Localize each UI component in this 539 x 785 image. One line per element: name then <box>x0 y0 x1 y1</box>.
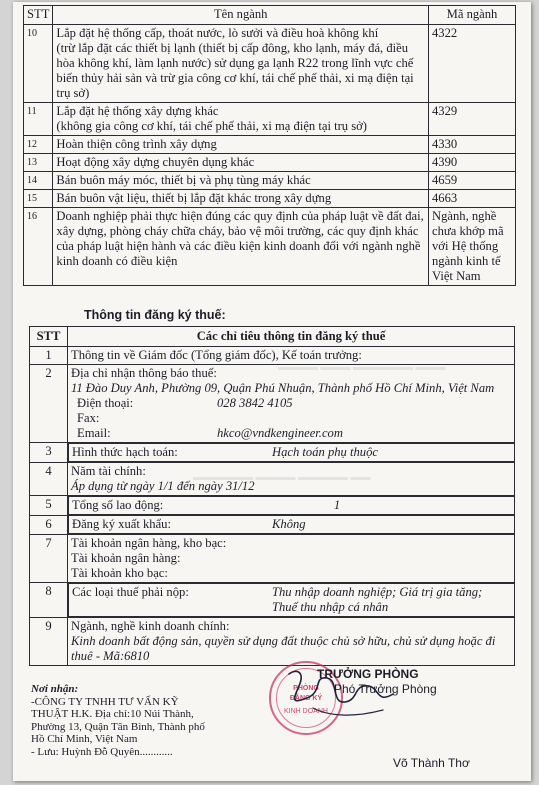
document-page <box>13 2 531 781</box>
table-row <box>30 496 515 516</box>
table-row <box>30 365 515 443</box>
industry-code: 4659 <box>429 172 516 190</box>
export-registration-label: Đăng ký xuất khẩu: <box>72 517 171 531</box>
main-business-value: Kinh doanh bất động sản, quyền sử dụng đất thuộc chủ sở hữu, chủ sử dụng hoặc đi thuê - Mã:6810 <box>71 634 496 663</box>
recipients-block <box>31 683 205 758</box>
row-number: 14 <box>24 172 53 190</box>
tax-types-value <box>272 585 482 615</box>
industry-name: Bán buôn vật liệu, thiết bị lắp đặt khác trong xây dựng <box>53 190 429 208</box>
director-info-label: Thông tin về Giám đốc (Tổng giám đốc), Kế toán trưởng: <box>68 347 515 365</box>
export-registration-value: Không <box>272 517 306 531</box>
fax-label: Fax: <box>77 411 100 425</box>
row-number: 15 <box>24 190 53 208</box>
row-number: 8 <box>30 583 68 618</box>
header-industry-name: Tên ngành <box>53 6 429 25</box>
row-number: 16 <box>24 208 53 286</box>
table-row <box>24 154 516 172</box>
signer-name: Võ Thành Thơ <box>393 756 470 770</box>
row-number: 10 <box>24 25 53 103</box>
industry-name: Doanh nghiệp phải thực hiện đúng các quy định của pháp luật về đất đai, xây dựng, phòng cháy chữa cháy, bảo vệ môi trường, các quy định khác của pháp luật hiện hành và các điều kiện kinh doanh đối với ngành nghề kinh doanh có điều kiện <box>53 208 429 286</box>
industry-name: Hoàn thiện công trình xây dựng <box>53 136 429 154</box>
industry-name <box>53 103 429 136</box>
table-row <box>24 172 516 190</box>
phone-value: 028 3842 4105 <box>217 396 293 410</box>
industry-code: 4390 <box>429 154 516 172</box>
tax-address-cell <box>68 365 515 443</box>
bank-account-label: Tài khoản ngân hàng: <box>71 551 181 565</box>
recipients-line: Hồ Chí Minh, Việt Nam <box>31 733 138 745</box>
industry-table-header <box>24 6 516 25</box>
row-number: 4 <box>30 463 68 496</box>
accounting-form-value: Hạch toán phụ thuộc <box>272 445 378 459</box>
phone-label: Điện thoại: <box>77 396 134 410</box>
stamp-line-1: PHÒNG <box>293 685 319 692</box>
stamp-line-2: ĐĂNG KÝ <box>289 695 323 702</box>
table-row <box>24 208 516 286</box>
employee-count-value: 1 <box>333 498 341 512</box>
tax-address-label: Địa chỉ nhận thông báo thuế: <box>71 366 217 380</box>
main-business-cell <box>68 618 515 666</box>
row-number: 7 <box>30 535 68 583</box>
industry-name: Bán buôn máy móc, thiết bị và phụ tùng máy khác <box>53 172 429 190</box>
row-number: 9 <box>30 618 68 666</box>
bank-accounts-cell <box>68 535 515 583</box>
industry-code: 4663 <box>429 190 516 208</box>
row-number: 1 <box>30 347 68 365</box>
email-value: hkco@vndkengineer.com <box>217 426 343 440</box>
fiscal-year-label: Năm tài chính: <box>71 464 146 478</box>
table-row <box>24 103 516 136</box>
industry-code: 4322 <box>429 25 516 103</box>
recipients-line: -CÔNG TY TNHH TƯ VẤN KỸ <box>31 695 179 708</box>
table-row <box>30 535 515 583</box>
header-stt: STT <box>24 6 53 25</box>
industry-note: (trừ lắp đặt các thiết bị lạnh (thiết bị cấp đông, kho lạnh, máy đá, điều hòa không khí, làm lạnh nước) sử dụng ga lạnh R22 trong lĩnh vực chế biến thủy hải sản và trừ gia công cơ khí, tái chế phế thải, xi mạ điện tại trụ sở) <box>56 41 414 100</box>
table-row <box>30 618 515 666</box>
industry-code: Ngành, nghề chưa khớp mã với Hệ thống ngành kinh tế Việt Nam <box>429 208 516 286</box>
industry-text: Lắp đặt hệ thống xây dựng khác <box>56 104 219 118</box>
table-row <box>30 347 515 365</box>
email-row <box>71 426 511 441</box>
industry-note: (không gia công cơ khí, tái chế phế thải, xi mạ điện tại trụ sở) <box>56 119 367 133</box>
stamp-line-3: KINH DOANH <box>284 708 328 715</box>
tax-types-line-2: Thuế thu nhập cá nhân <box>272 600 389 614</box>
fiscal-year-cell <box>68 463 515 496</box>
industry-code: 4329 <box>429 103 516 136</box>
industry-text: Lắp đặt hệ thống cấp, thoát nước, lò sưởi và điều hoà không khí <box>56 26 379 40</box>
employee-count-label: Tổng số lao động: <box>72 498 164 512</box>
bank-treasury-label: Tài khoản ngân hàng, kho bạc: <box>71 536 227 550</box>
tax-info-table <box>29 326 515 666</box>
tax-table-header <box>30 327 515 347</box>
bleed-through-text: ▬▬▬▬▬▬ ▬▬▬▬ ▬▬▬▬▬ ▬▬ <box>193 472 371 483</box>
recipients-line: - Lưu: Huỳnh Đỗ Quyên............ <box>31 745 173 758</box>
tax-types-cell <box>68 583 515 617</box>
industry-code: 4330 <box>429 136 516 154</box>
industry-table <box>23 5 516 286</box>
export-registration-cell <box>68 515 515 534</box>
tax-address-value: 11 Đào Duy Anh, Phường 09, Quận Phú Nhuận, Thành phố Hồ Chí Minh, Việt Nam <box>71 381 495 395</box>
industry-name: Hoạt động xây dựng chuyên dụng khác <box>53 154 429 172</box>
phone-row <box>71 396 511 411</box>
treasury-account-label: Tài khoản kho bạc: <box>71 566 168 580</box>
row-number: 11 <box>24 103 53 136</box>
tax-section-heading: Thông tin đăng ký thuế: <box>84 308 226 322</box>
row-number: 5 <box>30 496 68 516</box>
row-number: 12 <box>24 136 53 154</box>
accounting-form-label: Hình thức hạch toán: <box>72 445 178 459</box>
table-row <box>30 443 515 463</box>
employee-count-cell <box>68 496 515 515</box>
table-row <box>24 136 516 154</box>
header-tax-criteria: Các chỉ tiêu thông tin đăng ký thuế <box>68 327 515 347</box>
table-row <box>30 463 515 496</box>
signer-subtitle: Phó Trưởng Phòng <box>334 682 437 696</box>
table-row <box>24 190 516 208</box>
recipients-title: Nơi nhận: <box>31 683 79 695</box>
accounting-form-cell <box>68 443 515 462</box>
tax-types-label: Các loại thuế phải nộp: <box>72 585 189 599</box>
fiscal-year-value: Áp dụng từ ngày 1/1 đến ngày 31/12 <box>71 479 255 493</box>
row-number: 6 <box>30 515 68 535</box>
row-number: 2 <box>30 365 68 443</box>
signer-title: TRƯỞNG PHÒNG <box>317 667 419 681</box>
tax-types-line-1: Thu nhập doanh nghiệp; Giá trị gia tăng; <box>272 585 483 599</box>
row-number: 3 <box>30 443 68 463</box>
main-business-label: Ngành, nghề kinh doanh chính: <box>71 619 230 633</box>
industry-name <box>53 25 429 103</box>
bleed-through-text: ▬▬▬▬ ▬▬▬ ▬▬▬▬▬▬ ▬▬▬ <box>278 362 446 373</box>
recipients-line: THUẬT H.K. Địa chỉ:10 Núi Thành, <box>31 708 194 720</box>
header-stt: STT <box>30 327 68 347</box>
row-number: 13 <box>24 154 53 172</box>
table-row <box>24 25 516 103</box>
recipients-line: Phường 13, Quận Tân Bình, Thành phố <box>31 720 205 733</box>
table-row <box>30 515 515 535</box>
header-industry-code: Mã ngành <box>429 6 516 25</box>
email-label: Email: <box>77 426 111 440</box>
table-row <box>30 583 515 618</box>
